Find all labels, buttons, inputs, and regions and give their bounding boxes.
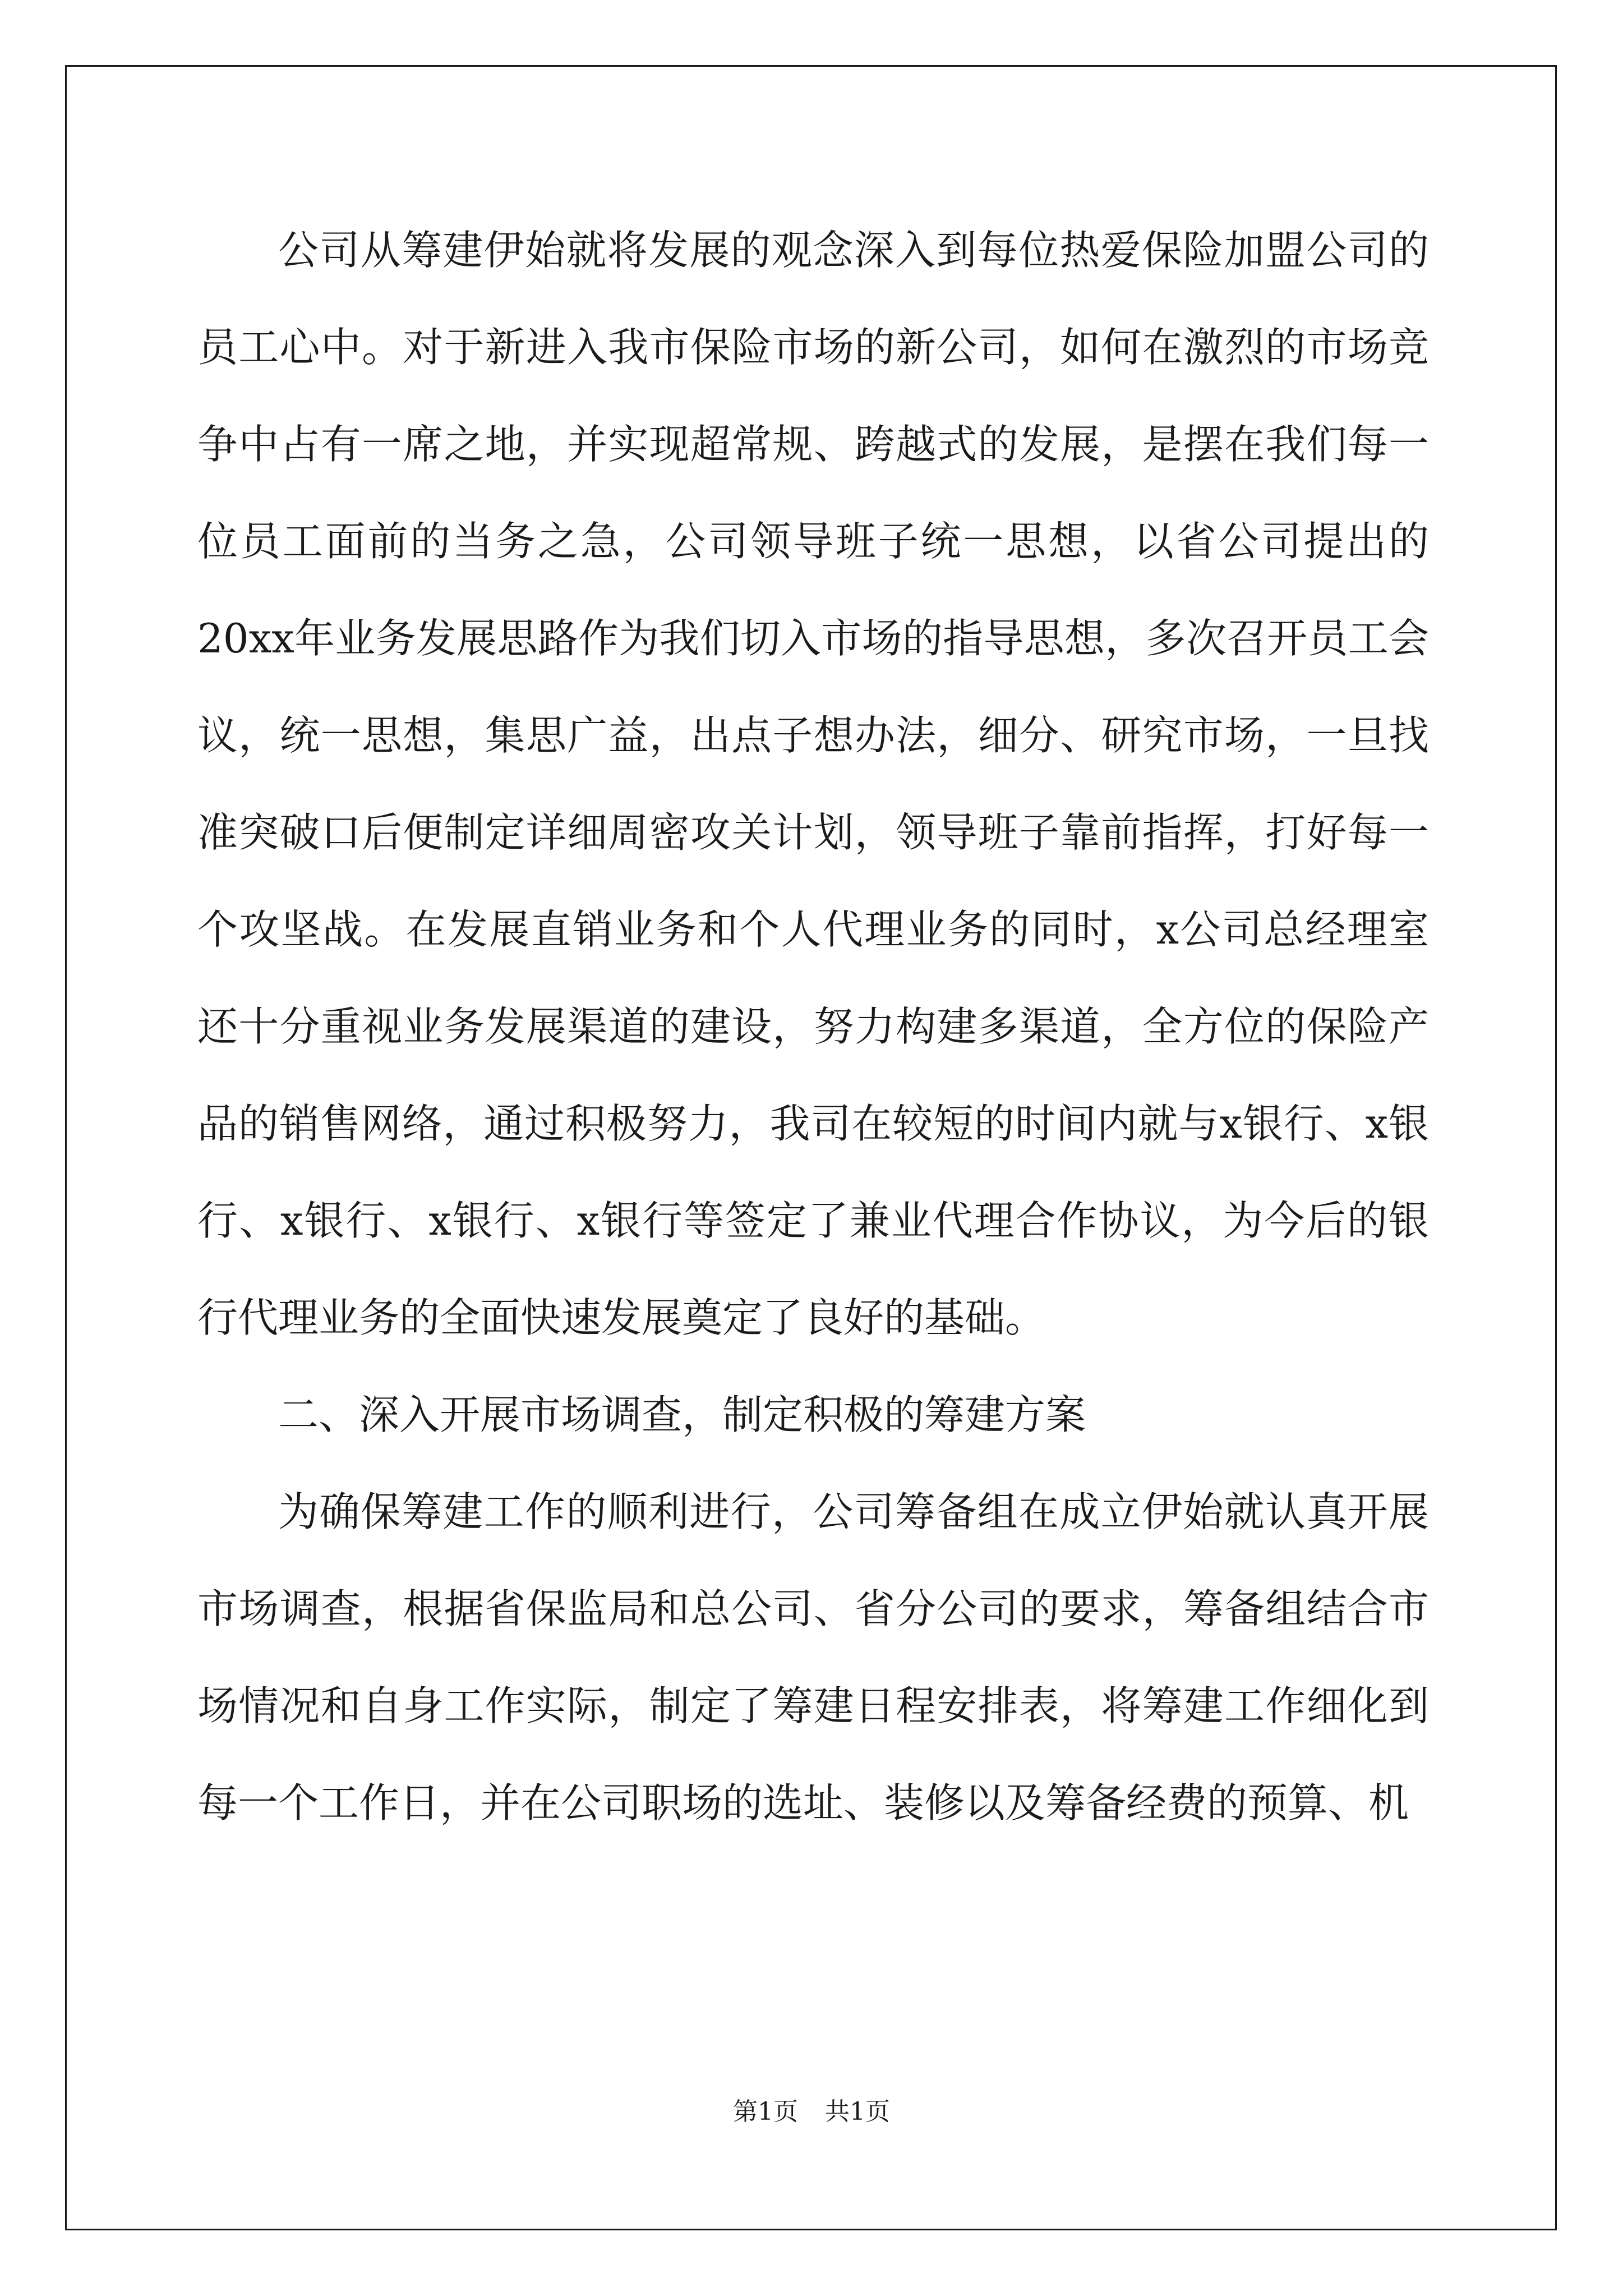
paragraph-1: 公司从筹建伊始就将发展的观念深入到每位热爱保险加盟公司的员工心中。对于新进入我市保险市场的新公司，如何在激烈的市场竞争中占有一席之地，并实现超常规、跨越式的发展，是摆在我们每一位员工面前的当务之急，公司领导班子统一思想，以省公司提出的20xx年业务发展思路作为我们切入市场的指导思想，多次召开员工会议，统一思想，集思广益，出点子想办法，细分、研究市场，一旦找准突破口后便制定详细周密攻关计划，领导班子靠前指挥，打好每一个攻坚战。在发展直销业务和个人代理业务的同时，x公司总经理室还十分重视业务发展渠道的建设，努力构建多渠道，全方位的保险产品的销售网络，通过积极努力，我司在较短的时间内就与x银行、x银行、x银行、x银行、x银行等签定了兼业代理合作协议，为今后的银行代理业务的全面快速发展奠定了良好的基础。 [197,227,1429,1341]
section-heading: 二、深入开展市场调查，制定积极的筹建方案 [278,1391,1086,1438]
document-body [197,202,1429,1852]
paragraph-2: 为确保筹建工作的顺利进行，公司筹备组在成立伊始就认真开展市场调查，根据省保监局和总公司、省分公司的要求，筹备组结合市场情况和自身工作实际，制定了筹建日程安排表，将筹建工作细化到每一个工作日，并在公司职场的选址、装修以及筹备经费的预算、机 [197,1488,1429,1826]
page-number: 第1页 [733,2097,798,2126]
page-footer [0,2091,1623,2127]
page-total: 共1页 [825,2097,890,2126]
